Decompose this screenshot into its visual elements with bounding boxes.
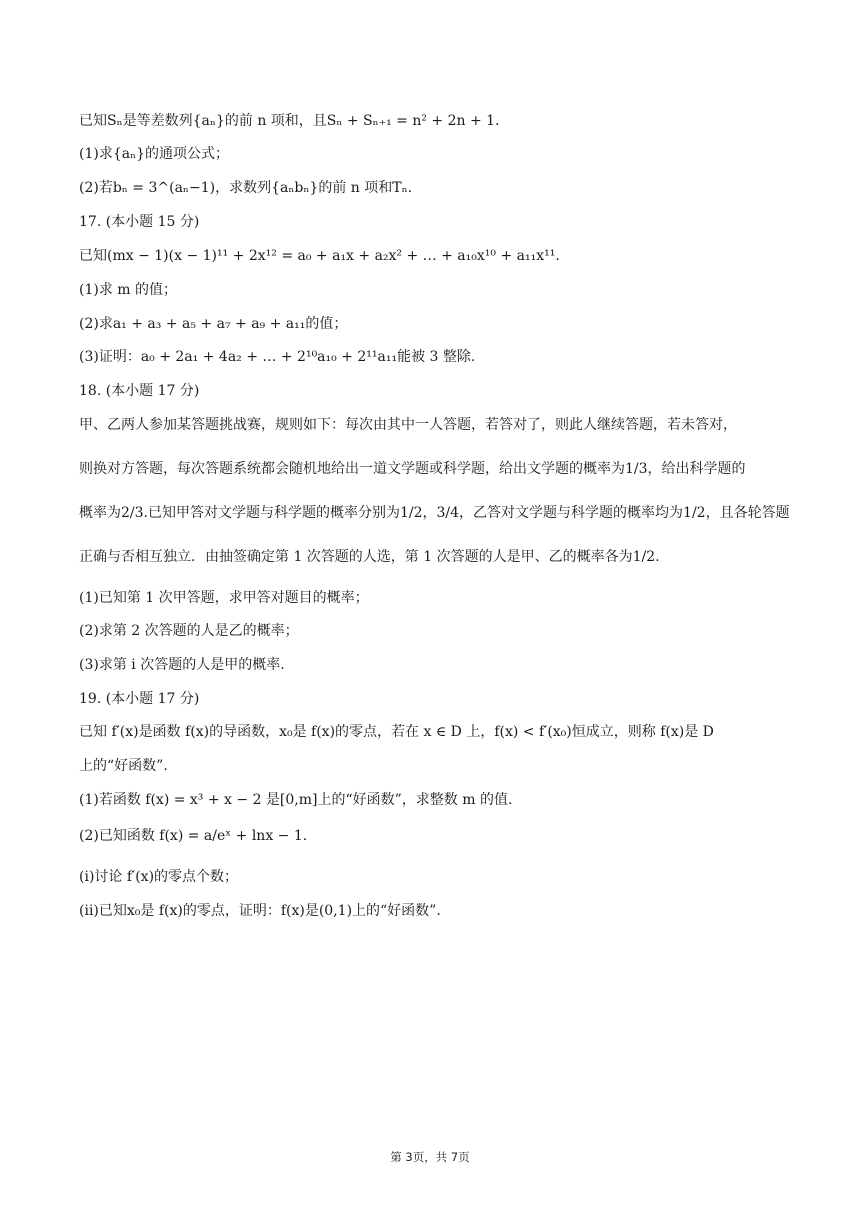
text-line: (1)若函数 f(x) = x³ + x − 2 是[0,m]上的“好函数”，求整数 m 的值. bbox=[79, 792, 513, 808]
text-line: (2)已知函数 f(x) = a/eˣ + lnx − 1. bbox=[79, 828, 308, 844]
text-line: 已知Sₙ是等差数列{aₙ}的前 n 项和，且Sₙ + Sₙ₊₁ = n² + 2n + 1. bbox=[79, 113, 500, 129]
text-line: 已知 f′(x)是函数 f(x)的导函数，x₀是 f(x)的零点，若在 x ∈ D 上，f(x) < f′(x₀)恒成立，则称 f(x)是 D bbox=[79, 724, 714, 740]
text-line: 甲、乙两人参加某答题挑战赛，规则如下：每次由其中一人答题，若答对了，则此人继续答题，若未答对， bbox=[79, 417, 737, 433]
question-heading: 19. (本小题 17 分) bbox=[79, 691, 200, 707]
text-line: (1)求 m 的值； bbox=[79, 282, 178, 298]
question-heading: 18. (本小题 17 分) bbox=[79, 383, 200, 399]
text-line: 则换对方答题，每次答题系统都会随机地给出一道文学题或科学题，给出文学题的概率为1/3，给出科学题的 bbox=[79, 461, 746, 477]
text-line: (3)求第 i 次答题的人是甲的概率. bbox=[79, 657, 285, 673]
text-line: 概率为2/3.已知甲答对文学题与科学题的概率分别为1/2，3/4，乙答对文学题与科学题的概率均为1/2，且各轮答题 bbox=[79, 505, 790, 521]
text-line: (2)若bₙ = 3^(aₙ−1)，求数列{aₙbₙ}的前 n 项和Tₙ. bbox=[79, 180, 413, 196]
text-line: 上的“好函数”. bbox=[79, 758, 168, 774]
text-line: (1)已知第 1 次甲答题，求甲答对题目的概率； bbox=[79, 590, 369, 606]
text-line: (2)求a₁ + a₃ + a₅ + a₇ + a₉ + a₁₁的值； bbox=[79, 316, 348, 332]
text-line: (ⅰ)讨论 f′(x)的零点个数； bbox=[79, 869, 239, 885]
text-line: 正确与否相互独立．由抽签确定第 1 次答题的人选，第 1 次答题的人是甲、乙的概率各为1/2. bbox=[79, 549, 660, 565]
text-line: (1)求{aₙ}的通项公式； bbox=[79, 146, 230, 162]
text-line: (ⅱ)已知x₀是 f(x)的零点，证明：f(x)是(0,1)上的“好函数”. bbox=[79, 903, 441, 919]
page-footer: 第 3页，共 7页 bbox=[390, 1150, 470, 1164]
text-line: (3)证明：a₀ + 2a₁ + 4a₂ + … + 2¹⁰a₁₀ + 2¹¹a₁₁能被 3 整除. bbox=[79, 349, 476, 365]
text-line: (2)求第 2 次答题的人是乙的概率； bbox=[79, 623, 299, 639]
question-heading: 17. (本小题 15 分) bbox=[79, 214, 200, 230]
text-line: 已知(mx − 1)(x − 1)¹¹ + 2x¹² = a₀ + a₁x + a₂x² + … + a₁₀x¹⁰ + a₁₁x¹¹. bbox=[79, 248, 560, 264]
